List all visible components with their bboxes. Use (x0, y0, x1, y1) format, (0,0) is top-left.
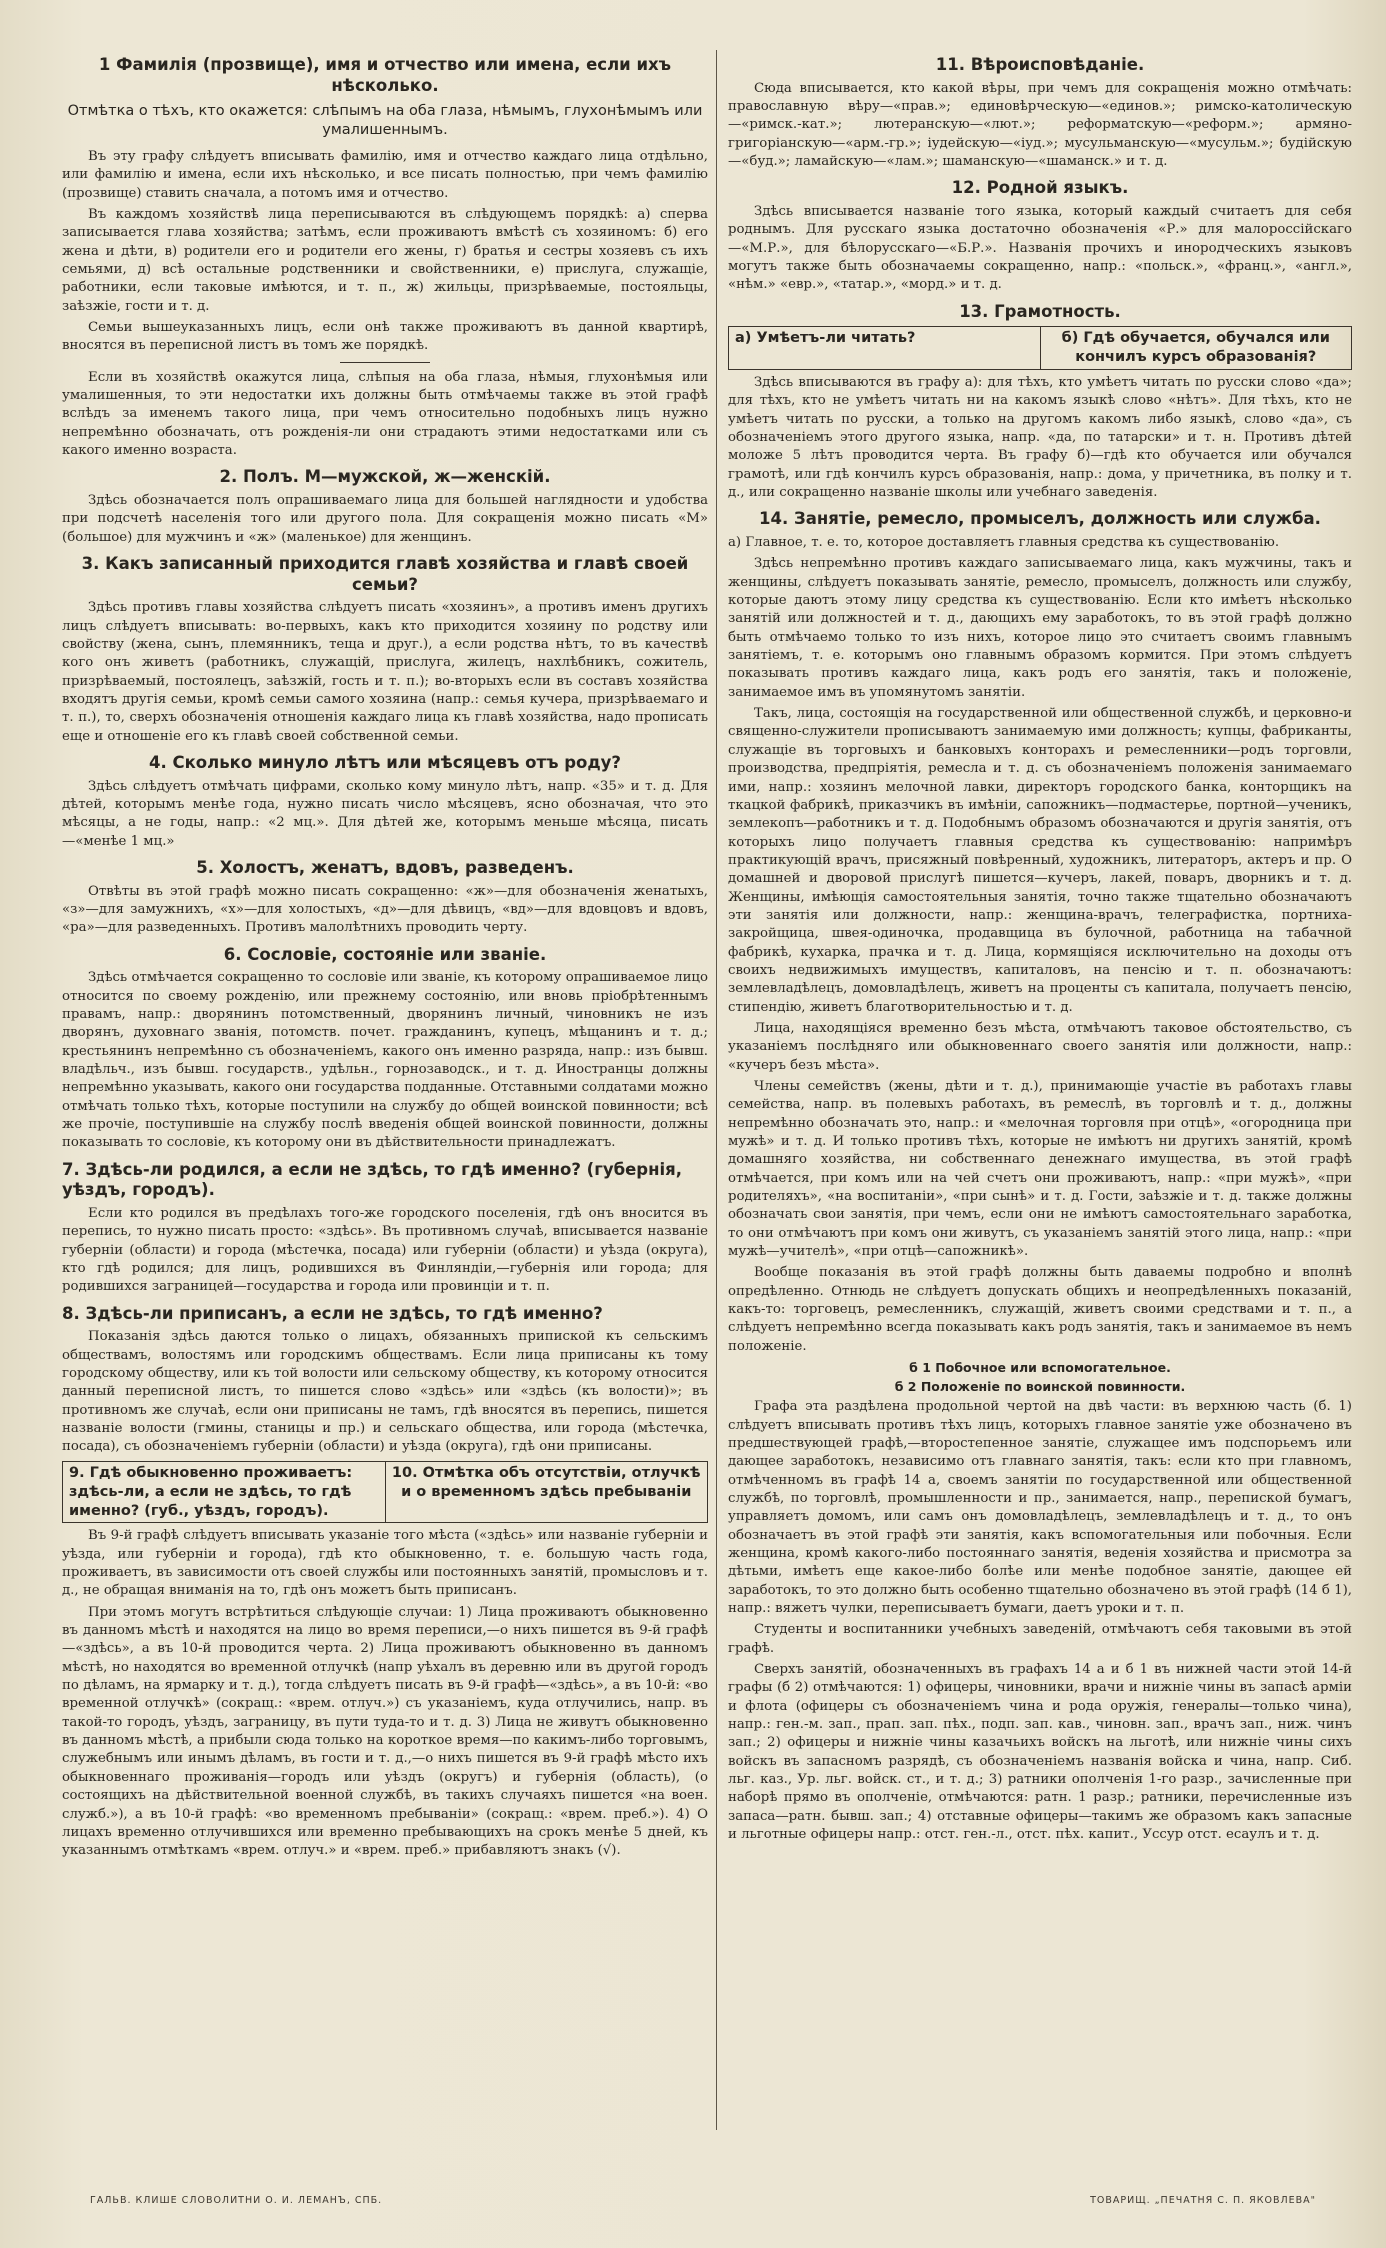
footer-left-imprint: ГАЛЬВ. КЛИШЕ СЛОВОЛИТНИ О. И. ЛЕМАНЪ, СПБ. (90, 2195, 383, 2206)
paragraph: Члены семействъ (жены, дѣти и т. д.), принимающіе участіе въ работахъ главы семейства, напр. въ полевыхъ работахъ, въ ремеслѣ, въ торговлѣ и т. д., должны непремѣнно обозначать это, напр.: и «мелочная торговля при отцѣ», «огородница при мужѣ» и т. д. И только противъ тѣхъ, которые не имѣютъ ни другихъ занятій, кромѣ домашняго хозяйства, ни собственнаго денежнаго имущества, въ этой графѣ отмѣчается, при комъ или на чей счетъ они проживаютъ, напр.: «при мужѣ», «при родителяхъ», «на воспитаніи», «при сынѣ» и т. д. Гости, заѣзжіе и т. д. также должны обозначать свои занятія, при чемъ, если они не имѣютъ самостоятельнаго заработка, то они отмѣчаютъ при комъ они живутъ, съ указаніемъ занятій этого лица, напр.: «при мужѣ—учителѣ», «при отцѣ—сапожникѣ». (728, 1079, 1352, 1260)
section-subheading-1: Отмѣтка о тѣхъ, кто окажется: слѣпымъ на оба глаза, нѣмымъ, глухонѣмымъ или умалишеннымъ. (67, 103, 703, 139)
section-heading-4: 4. Сколько минуло лѣтъ или мѣсяцевъ отъ роду? (148, 753, 622, 773)
section-heading-3: 3. Какъ записанный приходится главѣ хозяйства и главѣ своей семьи? (81, 554, 689, 594)
paragraph: Если кто родился въ предѣлахъ того-же городского поселенія, гдѣ онъ вносится въ перепись, то нужно писать просто: «здѣсь». Въ противномъ случаѣ, вписывается названіе губерніи (области) и города (мѣстечка, посада) или губерніи (области) и уѣзда (округа), кто гдѣ родился; для лицъ, родившихся въ Финляндіи,—губернія или города; для родившихся заграницей—государства и города или провинціи и т. п. (62, 1206, 708, 1295)
divider (340, 362, 430, 363)
column-divider (716, 50, 717, 2130)
headings-13-box (728, 326, 1352, 370)
section-heading-1: 1 Фамилія (прозвище), имя и отчество или имена, если ихъ нѣсколько. (98, 55, 672, 95)
paragraph: Здѣсь слѣдуетъ отмѣчать цифрами, сколько кому минуло лѣтъ, напр. «35» и т. д. Для дѣтей, которымъ менѣе года, нужно писать число мѣсяцевъ, ясно обозначая, что это мѣсяцы, а не годы, напр.: «2 мц.». Для дѣтей же, которымъ меньше мѣсяца, писать—«менѣе 1 мц.» (62, 778, 708, 849)
section-heading-7: 7. Здѣсь-ли родился, а если не здѣсь, то гдѣ именно? (губернія, уѣздъ, городъ). (62, 1159, 683, 1200)
paragraph: Здѣсь вписывается названіе того языка, который каждый считаетъ для себя роднымъ. Для русскаго языка достаточно обозначенія «Р.» для малороссійскаго—«М.Р.», для бѣлорусскаго—«Б.Р.». Названія прочихъ и инородческихъ языковъ могутъ также быть обозначаемы сокращенно, напр.: «польск.», «франц.», «англ.», «нѣм.» «евр.», «татар.», «морд.» и т. д. (728, 203, 1352, 293)
paragraph: Отвѣты въ этой графѣ можно писать сокращенно: «ж»—для обозначенія женатыхъ, «з»—для замужнихъ, «х»—для холостыхъ, «д»—для дѣвицъ, «вд»—для вдовцовъ и вдовъ, «ра»—для разведенныхъ. Противъ малолѣтнихъ проводить черту. (62, 883, 708, 936)
paragraph: Сверхъ занятій, обозначенныхъ въ графахъ 14 а и б 1 въ нижней части этой 14-й графы (б 2) отмѣчаются: 1) офицеры, чиновники, врачи и нижніе чины въ запасѣ арміи и флота (офицеры съ обозначеніемъ чина и рода оружія, генералы—только чина), напр.: ген.-м. зап., прап. зап. пѣх., подп. зап. кав., чиновн. зап., врачъ зап., ниж. чинъ зап.; 2) офицеры и нижніе чины казачьихъ войскъ на льготѣ, или нижніе чины сихъ войскъ въ запасномъ разрядѣ, съ обозначеніемъ названія войска и чина, напр. Сиб. льг. каз., Ур. льг. войск. ст., и т. д.; 3) ратники ополченія 1-го разр., зачисленные при наборѣ прямо въ ополченіе, отмѣчаются: ратн. 1 разр.; ратники, перечисленные изъ запаса—ратн. бывш. зап.; 4) отставные офицеры—такимъ же образомъ какъ запасные и льготные офицеры напр.: отст. ген.-л., отст. пѣх. капит., Уссур отст. есаулъ и т. д. (728, 1661, 1352, 1843)
section-heading-13b: б) Гдѣ обучается, обучался или кончилъ курсъ образованія? (1040, 327, 1352, 369)
paragraph: Лица, находящіяся временно безъ мѣста, отмѣчаютъ таковое обстоятельство, съ указаніемъ послѣдняго или обыкновеннаго своего занятія или должности, напр.: «кучеръ безъ мѣста». (728, 1020, 1352, 1073)
section-heading-5: 5. Холостъ, женатъ, вдовъ, разведенъ. (196, 858, 574, 878)
paragraph: Если въ хозяйствѣ окажутся лица, слѣпыя на оба глаза, нѣмыя, глухонѣмыя или умалишенныя, то эти недостатки ихъ должны быть отмѣчаемы также въ этой графѣ вслѣдъ за именемъ такого лица, при чемъ относительно подобныхъ лицъ нужно непремѣнно обозначать, отъ рожденія-ли они страдаютъ этими недостатками или съ какого именно возраста. (62, 369, 708, 459)
section-heading-2: 2. Полъ. М—мужской, ж—женскій. (219, 467, 551, 487)
section-heading-13: 13. Грамотность. (959, 301, 1121, 321)
section-heading-13a: а) Умѣетъ-ли читать? (735, 330, 916, 347)
paragraph: Студенты и воспитанники учебныхъ заведеній, отмѣчаютъ себя таковыми въ этой графѣ. (728, 1622, 1352, 1656)
paragraph: Здѣсь вписываются въ графу а): для тѣхъ, кто умѣетъ читать по русски слово «да»; для тѣхъ, кто не умѣетъ читать ни на какомъ языкѣ слово «нѣтъ». Для тѣхъ, кто не умѣетъ читать по русски, а только на другомъ какомъ либо языкѣ, слово «да», съ обозначеніемъ этого другого языка, напр. «да, по татарски» и т. н. Противъ дѣтей моложе 5 лѣтъ проводится черта. Въ графу б)—гдѣ кто обучается или обучался грамотѣ, или гдѣ кончилъ курсъ образованія, напр.: дома, у причетника, въ полку и т. д., или сокращенно названіе школы или учебнаго заведенія. (728, 375, 1352, 501)
paragraph: Показанія здѣсь даются только о лицахъ, обязанныхъ припиской къ сельскимъ обществамъ, волостямъ или городскимъ обществамъ. Если лица приписаны къ тому городскому обществу, или къ той волости или сельскому обществу, къ которому относится данный переписной листъ, то пишется слово «здѣсь» или «здѣсь (къ волости)»; въ противномъ же случаѣ, если они приписаны не тамъ, гдѣ вносятся въ перепись, пишется названіе волости (гмины, станицы и пр.) и сельскаго общества, или города (мѣстечка, посада), съ обозначеніемъ губерніи (области) и уѣзда (округа), гдѣ они приписаны. (62, 1329, 708, 1455)
left-column (62, 48, 708, 2153)
paragraph: Здѣсь обозначается полъ опрашиваемаго лица для большей наглядности и удобства при подсчетѣ населенія того или другого пола. Для сокращенія можно писать «М» (большое) для мужчинъ и «ж» (маленькое) для женщинъ. (62, 493, 708, 545)
paragraph: Здѣсь отмѣчается сокращенно то сословіе или званіе, къ которому опрашиваемое лицо относится по своему рожденію, или прежнему состоянію, или вновь пріобрѣтеннымъ правамъ, напр.: дворянинъ потомственный, дворянинъ личный, чиновникъ не изъ дворянъ, духовнаго званія, потомств. почет. гражданинъ, купецъ, мѣщанинъ и т. д.; крестьянинъ непремѣнно съ обозначеніемъ, какого онъ именно разряда, напр.: изъ бывш. владѣльч., изъ бывш. государств., удѣльн., горнозаводск., и т. д. Иностранцы должны непремѣнно указывать, какого они государства подданные. Отставными солдатами можно отмѣчать только тѣхъ, которые поступили на службу до общей воинской повинности; всѣ же прочіе, поступившіе на службу послѣ введенія общей воинской повинности, должны показывать то сословіе, къ которому они въ дѣйствительности принадлежатъ. (62, 970, 708, 1151)
section-heading-9: 9. Гдѣ обыкновенно проживаетъ: здѣсь-ли, а если не здѣсь, то гдѣ именно? (губ., уѣздъ, городъ). (69, 1464, 353, 1519)
paragraph: Такъ, лица, состоящія на государственной или общественной службѣ, и церковно-и священно-служители прописываютъ занимаемую ими должность; купцы, фабриканты, служащіе въ торговыхъ и банковыхъ конторахъ и ремесленники—родъ торговли, производства, предпріятія, ремесла и т. д. съ обозначеніемъ положенія занимаемаго ими, напр.: хозяинъ мелочной лавки, директоръ городского банка, конторщикъ на ткацкой фабрикѣ, приказчикъ въ имѣніи, сапожникъ—подмастерье, портной—ученикъ, землекопъ—работникъ и т. д. Подобнымъ образомъ обозначаются и другія занятія, отъ которыхъ лицо получаетъ главныя средства къ существованію: напримѣръ практикующій врачъ, присяжный повѣренный, художникъ, литераторъ, актеръ и пр. О домашней и дворовой прислугѣ пишется—кучеръ, лакей, поваръ, дворникъ и т. д. Женщины, имѣющія самостоятельныя занятія, точно также тщательно обозначаютъ эти занятія или должности, напр.: женщина-врачъ, телеграфистка, портниха-закройщица, швея-одиночка, продавщица въ булочной, работница на табачной фабрикѣ, кухарка, прачка и т. д. Лица, кормящіяся исключительно на доходы отъ своихъ недвижимыхъ имуществъ, капиталовъ, на пенсію и т. п. обозначаютъ: землевладѣлецъ, домовладѣлецъ, живетъ на проценты съ капитала, получаетъ пенсію, стипендію, живетъ благотворительностью и т. д. (728, 706, 1352, 1015)
section-heading-14: 14. Занятіе, ремесло, промыселъ, должность или служба. (759, 509, 1321, 529)
section-heading-10: 10. Отмѣтка объ отсутствіи, отлучкѣ и о временномъ здѣсь пребываніи (385, 1462, 708, 1523)
section-heading-14b2: б 2 Положеніе по воинской повинности. (894, 1379, 1186, 1395)
section-heading-11: 11. Вѣроисповѣданіе. (935, 55, 1145, 74)
paragraph: Семьи вышеуказанныхъ лицъ, если онѣ также проживаютъ въ данной квартирѣ, вносятся въ переписной листъ въ томъ же порядкѣ. (62, 320, 708, 354)
section-heading-8: 8. Здѣсь-ли приписанъ, а если не здѣсь, то гдѣ именно? (62, 1303, 603, 1323)
paragraph: Вообще показанія въ этой графѣ должны быть даваемы подробно и вполнѣ опредѣленно. Отнюдь не слѣдуетъ допускать общихъ и неопредѣленныхъ показаній, какъ-то: торговецъ, ремесленникъ, служащій, живетъ своими средствами и т. п., а слѣдуетъ непремѣнно всегда показывать какъ родъ занятія, такъ и занимаемое въ немъ положеніе. (728, 1265, 1352, 1354)
paragraph: Графа эта раздѣлена продольной чертой на двѣ части: въ верхнюю часть (б. 1) слѣдуетъ вписывать противъ тѣхъ лицъ, которыхъ главное занятіе уже обозначено въ предшествующей графѣ,—второстепенное занятіе, служащее имъ подспорьемъ или дающее заработокъ, независимо отъ главнаго занятія, такъ: если кто при главномъ, отмѣченномъ въ графѣ 14 а, своемъ занятіи по государственной или общественной службѣ, по торговлѣ, промышленности и пр., занимается, напр., перепиской бумагъ, управляетъ домомъ, или самъ онъ домовладѣлецъ, землевладѣлецъ и т. д., то онъ обозначаетъ въ этой графѣ эти занятія, какъ вспомогательныя или побочныя. Если женщина, кромѣ какого-либо постояннаго занятія, веденія хозяйства и присмотра за дѣтьми, имѣетъ еще какое-либо болѣе или менѣе подобное занятіе, дающее ей заработокъ, то это должно быть особенно тщательно обозначено въ этой графѣ (14 б 1), напр.: вяжетъ чулки, переписываетъ бумаги, даетъ уроки и т. п. (728, 1399, 1352, 1616)
right-column (728, 48, 1352, 2153)
paragraph: Въ каждомъ хозяйствѣ лица переписываются въ слѣдующемъ порядкѣ: а) сперва записывается глава хозяйства; затѣмъ, если проживаютъ вмѣстѣ съ хозяиномъ: б) его жена и дѣти, в) родители его и родители его жены, г) братья и сестры хозяевъ съ ихъ семьями, д) всѣ остальные родственники и свойственники, е) прислуга, служащіе, работники, если таковые имѣются, и т. п., ж) жильцы, призрѣваемые, постояльцы, заѣзжіе, гости и т. д. (62, 206, 708, 314)
paragraph: Здѣсь противъ главы хозяйства слѣдуетъ писать «хозяинъ», а противъ именъ другихъ лицъ слѣдуетъ вписывать: во-первыхъ, какъ кто приходится хозяину по родству или свойству (жена, сынъ, племянникъ, теща и друг.), а если родства нѣтъ, то въ качествѣ кого онъ живетъ (работникъ, служащій, прислуга, жилецъ, нахлѣбникъ, сожитель, призрѣваемый, постоялецъ, заѣзжій, гость и т. п.); во-вторыхъ если въ составъ хозяйства входятъ другія семьи, кромѣ семьи самого хозяина (напр.: семья кучера, призрѣваемаго и т. п.), то, сверхъ обозначенія отношенія каждаго лица къ главѣ хозяйства, надо прописать еще и отношеніе его къ главѣ своей собственной семьи. (62, 600, 708, 744)
section-heading-14b1: б 1 Побочное или вспомогательное. (909, 1360, 1171, 1376)
section-heading-6: 6. Сословіе, состояніе или званіе. (223, 944, 547, 964)
paragraph: Сюда вписывается, кто какой вѣры, при чемъ для сокращенія можно отмѣчать: православную вѣру—«прав.»; единовѣрческую—«единов.»; римско-католическую—«римск.-кат.»; лютеранскую—«лют.»; реформатскую—«реформ.»; армяно-григоріанскую—«арм.-гр.»; іудейскую—«іуд.»; мусульманскую—«мусульм.»; будійскую—«буд.»; ламайскую—«лам.»; шаманскую—«шаманск.» и т. д. (728, 80, 1352, 169)
paragraph: Здѣсь непремѣнно противъ каждаго записываемаго лица, какъ мужчины, такъ и женщины, слѣдуетъ показывать занятіе, ремесло, промыселъ, должность или службу, которые даютъ этому лицу средства къ существованію. Если кто имѣетъ нѣсколько занятій или должностей и т. д., дающихъ ему заработокъ, то въ этой графѣ должно быть отмѣчаемо только то изъ нихъ, которое лицо это считаетъ своимъ главнымъ занятіемъ, т. е. которымъ оно главнымъ образомъ кормится. При этомъ слѣдуетъ показывать противъ каждаго лица, какъ родъ его занятія, такъ и положеніе, занимаемое имъ въ упомянутомъ занятіи. (728, 556, 1352, 700)
headings-9-10-box (62, 1461, 708, 1524)
paragraph: Въ 9-й графѣ слѣдуетъ вписывать указаніе того мѣста («здѣсь» или названіе губерніи и уѣзда, или губерніи и города), гдѣ кто обыкновенно, т. е. большую часть года, проживаетъ, въ зависимости отъ своей службы или постоянныхъ занятій, промысловъ и т. д., не обращая вниманія на то, гдѣ онъ можетъ быть приписанъ. (62, 1528, 708, 1599)
footer-right-imprint: ТОВАРИЩ. „ПЕЧАТНЯ С. П. ЯКОВЛЕВА" (1090, 2195, 1316, 2206)
paragraph: Въ эту графу слѣдуетъ вписывать фамилію, имя и отчество каждаго лица отдѣльно, или фамилію и имена, если ихъ нѣсколько, и все писать полностью, при чемъ фамилію (прозвище) ставить сначала, а потомъ имя и отчество. (62, 148, 708, 201)
section-heading-14a: а) Главное, т. е. то, которое доставляетъ главныя средства къ существованію. (728, 535, 1280, 551)
section-heading-12: 12. Родной языкъ. (951, 178, 1129, 198)
paragraph: При этомъ могутъ встрѣтиться слѣдующіе случаи: 1) Лица проживаютъ обыкновенно въ данномъ мѣстѣ и находятся на лицо во время переписи,—о нихъ пишется въ 9-й графѣ—«здѣсь», а въ 10-й проводится черта. 2) Лица проживаютъ обыкновенно въ данномъ мѣстѣ, но находятся во временной отлучкѣ (напр уѣхалъ въ деревню или въ другой городъ по дѣламъ, на ярмарку и т. д.), тогда слѣдуетъ писать въ 9-й графѣ—«здѣсь», а въ 10-й: «во временной отлучкѣ» (сокращ.: «врем. отлуч.») съ указаніемъ, куда отлучились, напр. въ такой-то городъ, уѣздъ, заграницу, въ пути туда-то и т. д. 3) Лица не живутъ обыкновенно въ данномъ мѣстѣ, а прибыли сюда только на короткое время—по какимъ-либо торговымъ, служебнымъ или инымъ дѣламъ, въ гости и т. д.,—о нихъ пишется въ 9-й графѣ мѣсто ихъ обыкновеннаго проживанія—городъ или уѣздъ (округъ) и губернія (область), (о состоящихъ на дѣйствительной военной службѣ, въ такихъ случаяхъ пишется «на воен. служб.»), а въ 10-й графѣ: «во временномъ пребываніи» (сокращ.: «врем. преб.»). 4) О лицахъ временно отлучившихся или временно пребывающихъ на срокъ менѣе 5 дней, къ указаннымъ отмѣткамъ «врем. отлуч.» и «врем. преб.» прибавляютъ знакъ (√). (62, 1604, 708, 1859)
